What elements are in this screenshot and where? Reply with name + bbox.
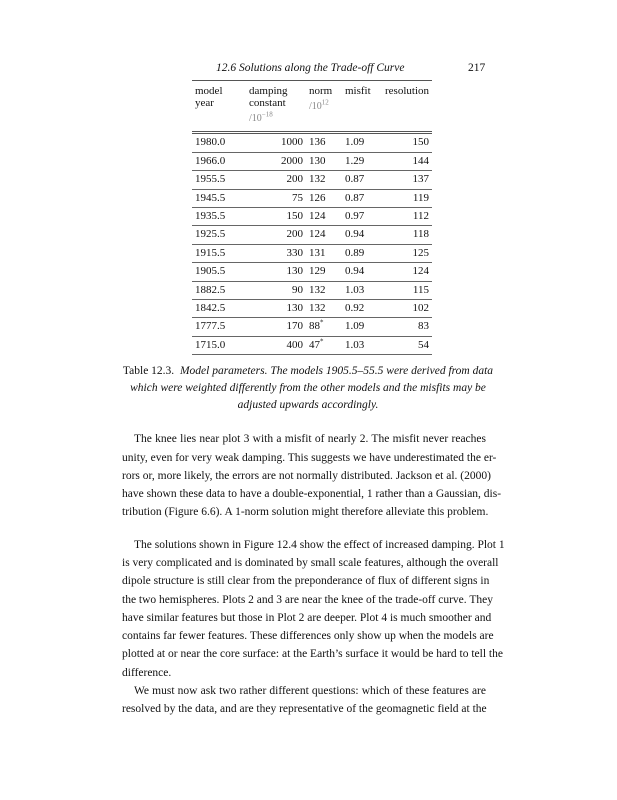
cell-value: 400 — [286, 338, 303, 351]
cell-value: 119 — [412, 191, 429, 204]
table-row — [192, 318, 432, 336]
unit-exponent: 12 — [321, 99, 329, 107]
cell-value: 1.03 — [345, 283, 365, 296]
header-text: norm — [309, 85, 333, 97]
model-parameters-table — [192, 80, 432, 355]
cell-norm — [306, 318, 342, 336]
text-line: dipole structure is still clear from the preponderance of flux of different signs in — [122, 575, 490, 588]
paragraph — [122, 430, 502, 521]
table-row — [192, 133, 432, 152]
cell-misfit — [342, 152, 382, 170]
cell-value: 0.94 — [345, 265, 365, 278]
unit-base: /10 — [249, 113, 262, 125]
cell-damping — [246, 171, 306, 189]
cell-value: 1915.5 — [195, 246, 226, 259]
cell-resolution — [382, 281, 432, 299]
cell-norm — [306, 171, 342, 189]
cell-value: 0.97 — [345, 209, 365, 222]
cell-misfit — [342, 171, 382, 189]
cell-year — [192, 189, 246, 207]
header-norm — [306, 81, 342, 133]
page-number: 217 — [468, 62, 486, 74]
table-row — [192, 336, 432, 354]
cell-value: 124 — [309, 209, 326, 222]
cell-value: 1966.0 — [195, 154, 226, 167]
cell-norm — [306, 189, 342, 207]
cell-value: 1.03 — [345, 338, 365, 351]
text-line: difference. — [122, 666, 172, 679]
cell-norm — [306, 299, 342, 317]
cell-year — [192, 244, 246, 262]
table-caption — [58, 363, 558, 414]
cell-damping — [246, 133, 306, 152]
header-text: constant — [249, 97, 286, 109]
cell-value: 0.87 — [345, 191, 365, 204]
cell-value: 125 — [412, 246, 429, 259]
cell-resolution — [382, 171, 432, 189]
cell-damping — [246, 152, 306, 170]
cell-year — [192, 318, 246, 336]
cell-misfit — [342, 263, 382, 281]
cell-year — [192, 133, 246, 152]
cell-damping — [246, 281, 306, 299]
table-row — [192, 263, 432, 281]
cell-value: 1882.5 — [195, 283, 226, 296]
cell-year — [192, 281, 246, 299]
header-resolution: resolution — [385, 85, 429, 97]
running-head — [0, 60, 617, 80]
text-line: The knee lies near plot 3 with a misfit of nearly 2. The misfit never reaches — [134, 433, 486, 446]
cell-value: 1945.5 — [195, 191, 226, 204]
cell-misfit — [342, 189, 382, 207]
unit-exponent: −18 — [261, 111, 273, 119]
cell-norm — [306, 226, 342, 244]
cell-misfit — [342, 336, 382, 354]
cell-resolution — [382, 226, 432, 244]
cell-damping — [246, 318, 306, 336]
cell-resolution — [382, 189, 432, 207]
cell-value: 1.29 — [345, 154, 365, 167]
cell-value: 200 — [286, 173, 303, 186]
cell-value: 1000 — [281, 136, 303, 149]
cell-damping — [246, 226, 306, 244]
cell-value: 1980.0 — [195, 136, 226, 149]
cell-year — [192, 171, 246, 189]
cell-norm — [306, 281, 342, 299]
table-header-row — [192, 81, 432, 133]
text-line: rors or, more likely, the errors are not normally distributed. Jackson et al. (2000) — [122, 469, 491, 482]
cell-year — [192, 207, 246, 225]
cell-value: 83 — [418, 320, 429, 333]
cell-value: 150 — [412, 136, 429, 149]
cell-resolution — [382, 336, 432, 354]
table-row — [192, 171, 432, 189]
cell-resolution — [382, 152, 432, 170]
cell-value: 118 — [412, 228, 429, 241]
cell-value: 75 — [292, 191, 303, 204]
table-row — [192, 189, 432, 207]
cell-value: 1935.5 — [195, 209, 226, 222]
text-line: resolved by the data, and are they representative of the geomagnetic field at the — [122, 703, 487, 716]
paragraph — [122, 536, 505, 682]
cell-value: 136 — [309, 136, 326, 149]
cell-year — [192, 263, 246, 281]
cell-value: 1955.5 — [195, 173, 226, 186]
cell-year — [192, 299, 246, 317]
cell-value: 1715.0 — [195, 338, 226, 351]
cell-value: 0.92 — [345, 301, 365, 314]
header-text: year — [195, 97, 214, 109]
cell-value: 132 — [309, 283, 326, 296]
cell-value: 132 — [309, 301, 326, 314]
cell-misfit — [342, 244, 382, 262]
text-line: tribution (Figure 6.6). A 1-norm solution might therefore alleviate this problem. — [122, 506, 489, 519]
caption-line: adjusted upwards accordingly. — [237, 399, 379, 412]
cell-value: 130 — [286, 265, 303, 278]
cell-value: 124 — [309, 228, 326, 241]
cell-value: 200 — [286, 228, 303, 241]
cell-value: 0.87 — [345, 173, 365, 186]
text-line: have similar features but those in Plot 2 are deeper. Plot 4 is much smoother and — [122, 611, 492, 624]
text-line: plotted at or near the core surface: at the Earth’s surface it would be hard to tell the — [122, 648, 503, 661]
header-damping-constant — [246, 81, 306, 133]
cell-misfit — [342, 207, 382, 225]
footnote-mark: * — [320, 318, 324, 327]
cell-value: 144 — [412, 154, 429, 167]
cell-year — [192, 336, 246, 354]
cell-misfit — [342, 299, 382, 317]
header-misfit: misfit — [345, 85, 371, 97]
table-row — [192, 207, 432, 225]
text-line: unity, even for very weak damping. This suggests we have underestimated the er- — [122, 451, 497, 464]
cell-resolution — [382, 299, 432, 317]
paragraph — [122, 682, 486, 719]
text-line: contains far fewer features. These differences only show up when the models are — [122, 630, 494, 643]
cell-value: 90 — [292, 283, 303, 296]
cell-norm — [306, 152, 342, 170]
cell-value: 170 — [286, 320, 303, 333]
table-row — [192, 152, 432, 170]
cell-norm — [306, 244, 342, 262]
cell-value: 1.09 — [345, 136, 365, 149]
caption-line: which were weighted differently from the other models and the misfits may be — [130, 382, 486, 395]
cell-misfit — [342, 318, 382, 336]
cell-value: 132 — [309, 173, 326, 186]
caption-line — [58, 363, 558, 380]
cell-value: 1905.5 — [195, 265, 226, 278]
footnote-mark: * — [320, 337, 324, 346]
cell-damping — [246, 207, 306, 225]
cell-value: 137 — [412, 173, 429, 186]
cell-value: 102 — [412, 301, 429, 314]
cell-damping — [246, 299, 306, 317]
cell-norm — [306, 133, 342, 152]
cell-misfit — [342, 281, 382, 299]
cell-value: 330 — [286, 246, 303, 259]
cell-norm — [306, 336, 342, 354]
text-line: We must now ask two rather different questions: which of these features are — [134, 685, 486, 698]
header-unit — [249, 113, 273, 124]
cell-norm — [306, 207, 342, 225]
unit-base: /10 — [309, 101, 322, 113]
cell-value: 88 — [309, 320, 320, 333]
header-text: damping — [249, 85, 288, 97]
cell-norm — [306, 263, 342, 281]
caption-text: Model parameters. The models 1905.5–55.5 were derived from data — [179, 365, 494, 378]
header-text: model — [195, 85, 223, 97]
cell-value: 115 — [412, 283, 429, 296]
cell-damping — [246, 336, 306, 354]
cell-value: 1.09 — [345, 320, 365, 333]
table-row — [192, 299, 432, 317]
text-line: the two hemispheres. Plots 2 and 3 are near the knee of the trade-off curve. They — [122, 593, 493, 606]
header-unit — [309, 101, 329, 112]
text-line: The solutions shown in Figure 12.4 show the effect of increased damping. Plot 1 — [134, 538, 505, 551]
cell-value: 2000 — [281, 154, 303, 167]
caption-label: Table 12.3. — [122, 365, 175, 378]
cell-misfit — [342, 226, 382, 244]
table-row — [192, 244, 432, 262]
cell-value: 131 — [309, 246, 326, 259]
cell-value: 1925.5 — [195, 228, 226, 241]
cell-resolution — [382, 318, 432, 336]
cell-value: 0.89 — [345, 246, 365, 259]
running-head-title: 12.6 Solutions along the Trade-off Curve — [216, 62, 405, 74]
cell-resolution — [382, 207, 432, 225]
cell-damping — [246, 263, 306, 281]
cell-value: 1777.5 — [195, 320, 226, 333]
cell-year — [192, 152, 246, 170]
text-line: is very complicated and is dominated by small scale features, although the overall — [122, 556, 499, 569]
cell-damping — [246, 244, 306, 262]
cell-value: 126 — [309, 191, 326, 204]
cell-value: 124 — [412, 265, 429, 278]
table-row — [192, 226, 432, 244]
cell-damping — [246, 189, 306, 207]
cell-resolution — [382, 133, 432, 152]
cell-value: 47 — [309, 338, 320, 351]
cell-value: 150 — [286, 209, 303, 222]
cell-value: 0.94 — [345, 228, 365, 241]
cell-resolution — [382, 263, 432, 281]
text-line: have shown these data to have a double-exponential, 1 rather than a Gaussian, dis- — [122, 488, 502, 501]
cell-value: 130 — [286, 301, 303, 314]
table-row — [192, 281, 432, 299]
cell-misfit — [342, 133, 382, 152]
cell-year — [192, 226, 246, 244]
cell-value: 112 — [412, 209, 429, 222]
cell-value: 54 — [418, 338, 429, 351]
cell-value: 129 — [309, 265, 326, 278]
cell-resolution — [382, 244, 432, 262]
header-model-year — [192, 81, 246, 133]
cell-value: 130 — [309, 154, 326, 167]
cell-value: 1842.5 — [195, 301, 226, 314]
